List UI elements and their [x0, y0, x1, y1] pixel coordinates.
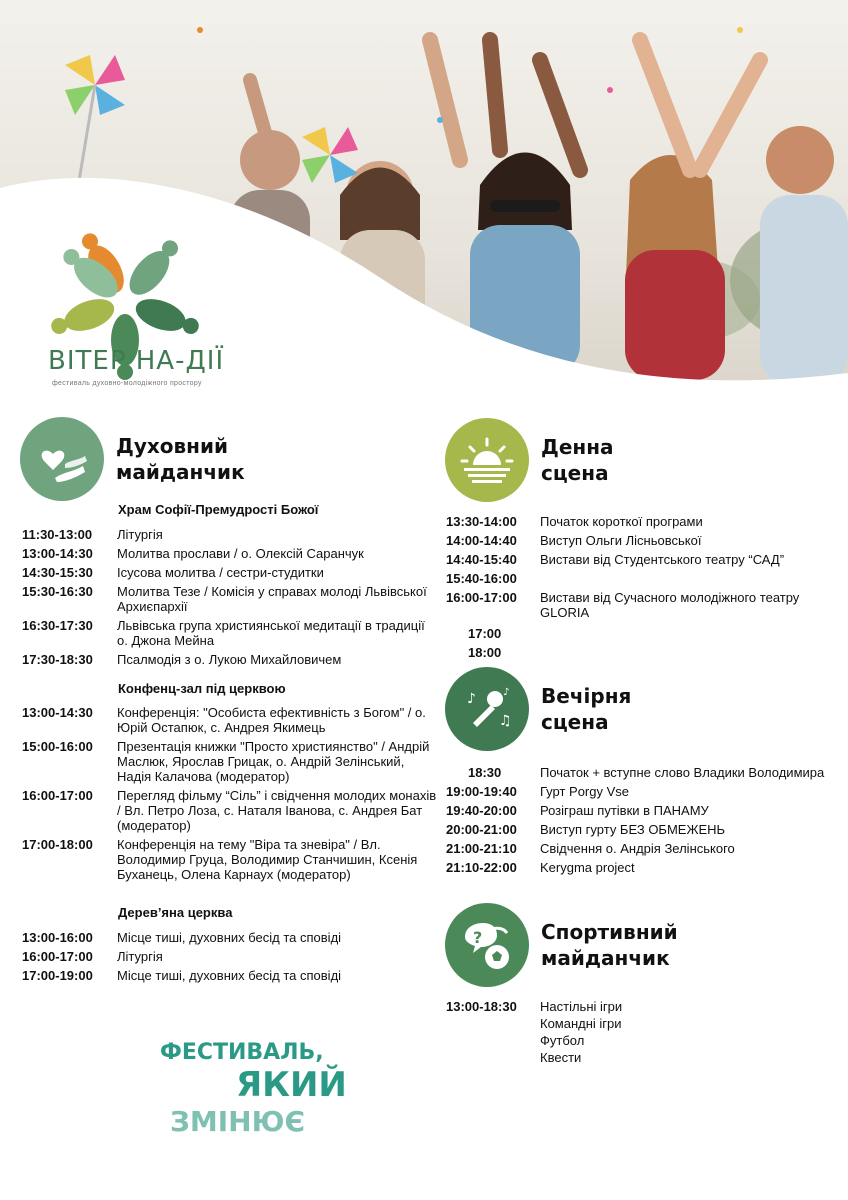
event-desc: Псалмодія з о. Лукою Михайловичем	[117, 652, 342, 667]
event-row	[446, 765, 836, 780]
slogan-line2: ЯКИЙ	[236, 1065, 347, 1105]
event-time: 11:30-13:00	[22, 527, 93, 542]
event-desc	[540, 645, 846, 660]
event-row	[22, 527, 432, 542]
sports-section-header	[445, 903, 678, 987]
sports-item: Настільні ігри	[540, 999, 623, 1014]
event-desc: Початок короткої програми	[540, 514, 703, 529]
spiritual-title-line1: Духовний	[116, 434, 228, 458]
event-desc: Вистави від Студентського театру “САД”	[540, 552, 785, 567]
sports-title	[541, 919, 678, 971]
slogan-line3: ЗМІНЮЄ	[170, 1105, 306, 1138]
music-icon	[445, 667, 529, 751]
festival-slogan	[160, 1040, 347, 1138]
event-time: 13:30-14:00	[446, 514, 517, 529]
event-desc: Львівська група християнської медитації в традиції о. Джона Мейна	[117, 618, 425, 648]
evening-stage-title	[541, 683, 631, 735]
sports-item: Футбол	[540, 1033, 585, 1048]
event-desc	[540, 626, 846, 641]
event-row	[22, 739, 440, 784]
day-stage-title-line1: Денна	[541, 435, 614, 459]
event-row	[446, 860, 836, 875]
event-time: 21:10-22:00	[446, 860, 517, 875]
venue-title: Храм Софії-Премудрості Божої	[118, 502, 319, 517]
event-time: 16:00-17:00	[22, 949, 93, 964]
venue-events-list	[22, 527, 432, 671]
day-stage-title-line2: сцена	[541, 461, 609, 485]
event-row	[22, 705, 440, 735]
event-time: 14:40-15:40	[446, 552, 517, 567]
event-desc: Літургія	[117, 949, 163, 964]
event-time: 15:30-16:30	[22, 584, 93, 599]
event-time: 19:40-20:00	[446, 803, 517, 818]
event-row	[446, 626, 846, 641]
event-time: 13:00-18:30	[446, 999, 517, 1014]
event-time: 19:00-19:40	[446, 784, 517, 799]
spiritual-title	[116, 433, 245, 485]
event-row	[22, 968, 432, 983]
event-time: 14:30-15:30	[22, 565, 93, 580]
event-row	[22, 584, 432, 614]
event-time: 21:00-21:10	[446, 841, 517, 856]
evening-stage-title-line1: Вечірня	[541, 684, 632, 708]
slogan-line1: ФЕСТИВАЛЬ,	[160, 1040, 324, 1065]
event-row	[446, 552, 846, 567]
event-row	[22, 949, 432, 964]
svg-text:?: ?	[473, 928, 483, 947]
event-time: 18:30	[468, 765, 502, 780]
event-desc	[540, 571, 846, 586]
day-stage-title	[541, 434, 614, 486]
logo-subtitle: фестиваль духовно-молодіжного простору	[52, 380, 202, 387]
day-stage-events-list	[446, 514, 846, 664]
svg-text:♪: ♪	[503, 687, 510, 698]
event-time: 15:40-16:00	[446, 571, 517, 586]
event-time: 14:00-14:40	[446, 533, 517, 548]
event-row	[22, 837, 440, 882]
svg-text:♪: ♪	[467, 691, 476, 707]
event-row	[22, 930, 432, 945]
event-time: 17:30-18:30	[22, 652, 93, 667]
event-time: 13:00-14:30	[22, 705, 93, 720]
event-desc: Конференція: "Особиста ефективність з Богом" / о. Юрій Остапюк, с. Андрея Якимець	[117, 705, 426, 735]
event-row	[446, 571, 846, 586]
event-time: 16:00-17:00	[22, 788, 93, 803]
event-desc: Конференція на тему "Віра та зневіра" / Вл. Володимир Груца, Володимир Станчишин, Ксенія Буханець, Олена Карнаух (модератор)	[117, 837, 418, 882]
event-row	[446, 645, 846, 660]
event-desc: Kerygma project	[540, 860, 635, 875]
event-row	[22, 788, 440, 833]
event-row	[446, 533, 846, 548]
evening-stage-section-header	[445, 667, 631, 751]
event-time: 16:30-17:30	[22, 618, 93, 633]
event-row	[446, 822, 836, 837]
event-row	[22, 546, 432, 561]
sports-item: Квести	[540, 1050, 582, 1065]
venue-events-list	[22, 705, 440, 886]
event-desc: Презентація книжки "Просто християнство" / Андрій Маслюк, Ярослав Грицак, о. Андрій Зелінський, Надія Калачова (модератор)	[117, 739, 430, 784]
event-desc: Літургія	[117, 527, 163, 542]
event-row	[446, 803, 836, 818]
event-row	[446, 841, 836, 856]
event-desc: Молитва Тезе / Комісія у справах молоді Львівської Архиєпархії	[117, 584, 427, 614]
day-stage-section-header	[445, 418, 614, 502]
event-desc: Виступ гурту БЕЗ ОБМЕЖЕНЬ	[540, 822, 726, 837]
event-row	[446, 590, 846, 620]
event-row	[22, 618, 432, 648]
event-time: 15:00-16:00	[22, 739, 93, 754]
event-time: 17:00-18:00	[22, 837, 93, 852]
spiritual-title-line2: майданчик	[116, 460, 245, 484]
event-desc: Вистави від Сучасного молодіжного театру GLORIA	[540, 590, 800, 620]
evening-stage-title-line2: сцена	[541, 710, 609, 734]
event-row	[22, 652, 432, 667]
event-desc: Ісусова молитва / сестри-студитки	[117, 565, 324, 580]
sports-events-list	[446, 999, 836, 1069]
event-desc: Гурт Porgy Vse	[540, 784, 630, 799]
event-desc: Розіграш путівки в ПАНАМУ	[540, 803, 709, 818]
heart-hands-icon	[20, 417, 104, 501]
venue-title: Дерев’яна церква	[118, 905, 233, 920]
event-row	[446, 999, 836, 1065]
sunrise-icon	[445, 418, 529, 502]
ball-icon	[445, 903, 529, 987]
event-row	[446, 784, 836, 799]
event-time: 13:00-14:30	[22, 546, 93, 561]
event-time: 16:00-17:00	[446, 590, 517, 605]
event-desc	[540, 999, 836, 1065]
event-desc: Початок + вступне слово Владики Володимира	[540, 765, 825, 780]
event-time: 17:00-19:00	[22, 968, 93, 983]
evening-stage-events-list	[446, 765, 836, 879]
venue-title: Конфенц-зал під церквою	[118, 681, 286, 696]
event-time: 20:00-21:00	[446, 822, 517, 837]
spiritual-section-header	[20, 417, 245, 501]
event-desc: Свідчення о. Андрія Зелінського	[540, 841, 735, 856]
sports-title-line2: майданчик	[541, 946, 670, 970]
sports-title-line1: Спортивний	[541, 920, 678, 944]
logo-title: ВІТЕР НА-ДІЇ	[48, 346, 225, 376]
event-row	[446, 514, 846, 529]
event-time: 13:00-16:00	[22, 930, 93, 945]
event-desc: Перегляд фільму “Сіль” і свідчення молодих монахів / Вл. Петро Лоза, с. Наталя Іванова, с. Андрея Бат (модератор)	[117, 788, 437, 833]
sports-item: Командні ігри	[540, 1016, 622, 1031]
event-desc: Місце тиші, духовних бесід та сповіді	[117, 968, 342, 983]
event-desc: Місце тиші, духовних бесід та сповіді	[117, 930, 342, 945]
event-time: 18:00	[468, 645, 502, 660]
venue-events-list	[22, 930, 432, 987]
event-time: 17:00	[468, 626, 502, 641]
event-row	[22, 565, 432, 580]
event-desc: Молитва прослави / о. Олексій Саранчук	[117, 546, 364, 561]
svg-text:♫: ♫	[499, 713, 512, 729]
event-desc: Виступ Ольги Лісньовської	[540, 533, 702, 548]
